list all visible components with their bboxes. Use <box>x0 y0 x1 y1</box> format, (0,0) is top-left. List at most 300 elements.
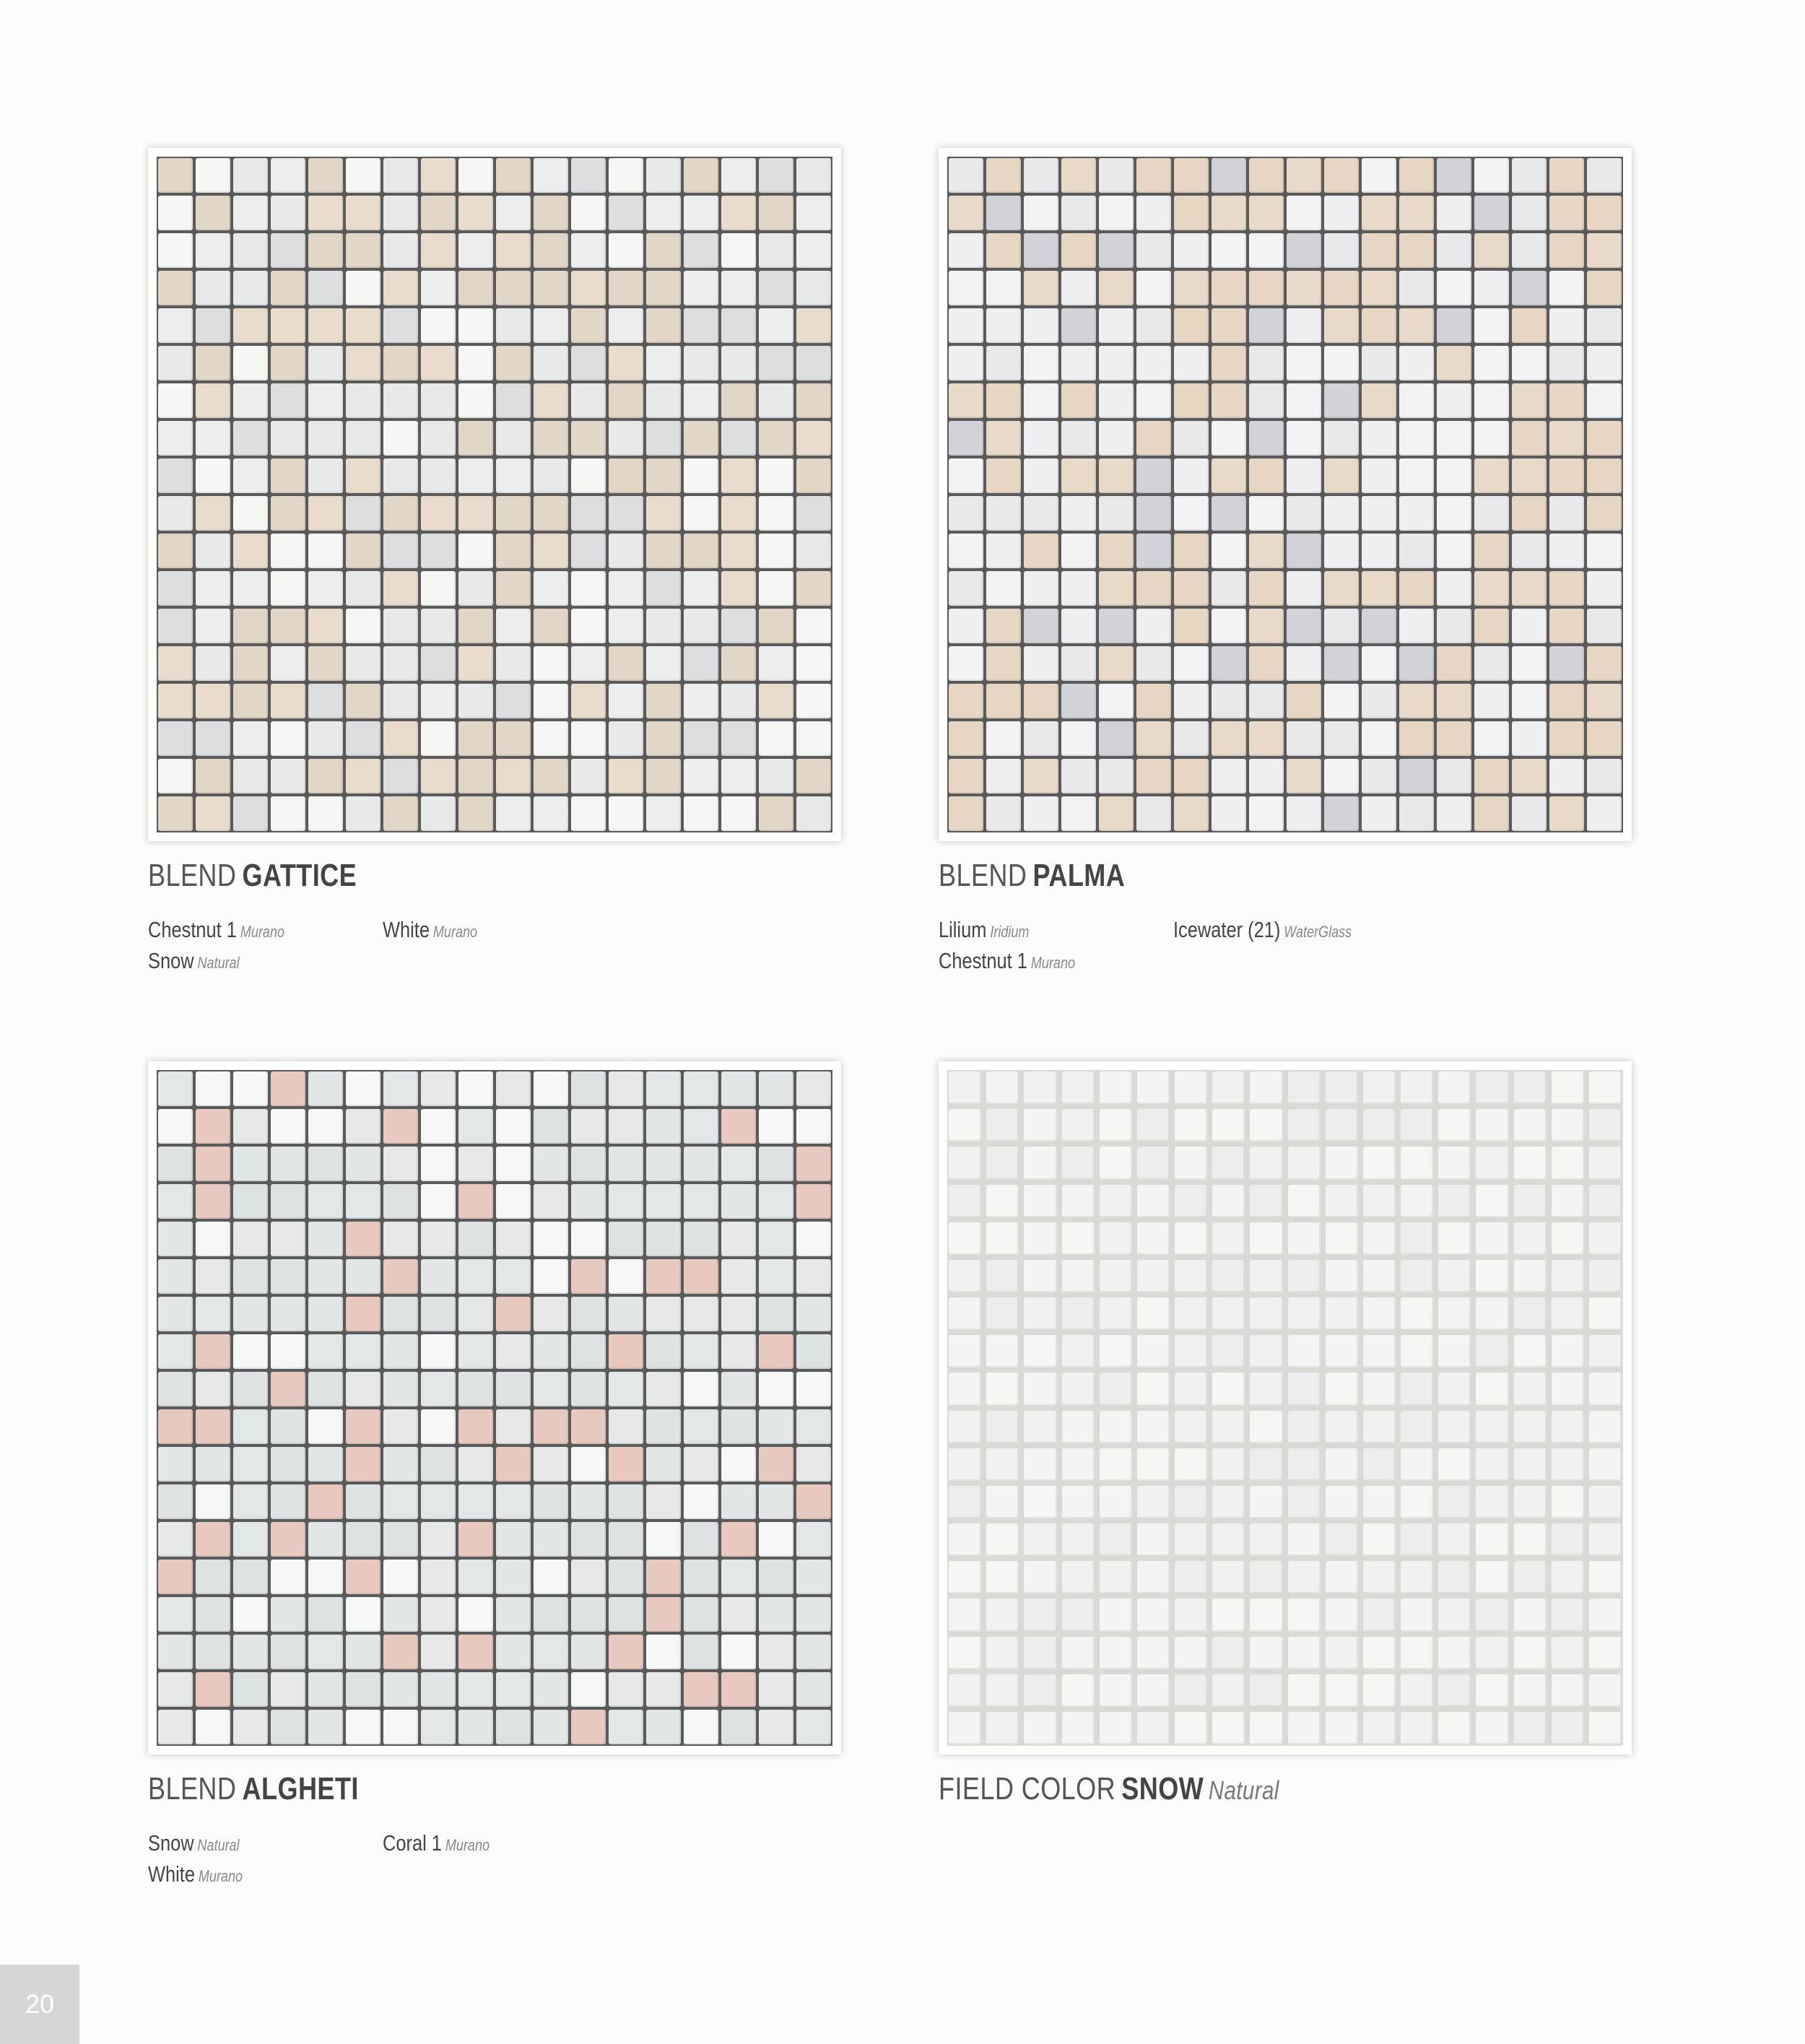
mosaic-tile <box>196 233 230 268</box>
mosaic-tile <box>1438 1712 1471 1744</box>
mosaic-tile <box>158 233 193 268</box>
mosaic-tile <box>721 684 756 718</box>
mosaic-tile <box>1437 346 1471 380</box>
mosaic-tile <box>796 1597 831 1632</box>
mosaic-tile <box>986 1297 1019 1330</box>
mosaic-tile <box>233 609 268 643</box>
mosaic-tile <box>308 1560 343 1594</box>
mosaic-tile <box>1589 1486 1622 1518</box>
mosaic-tile <box>759 496 793 531</box>
mosaic-tile <box>158 646 193 681</box>
mosaic-tile <box>534 534 568 568</box>
mosaic-tile <box>1401 1411 1433 1443</box>
mosaic-tile <box>1437 609 1471 643</box>
mosaic-tile <box>346 158 380 193</box>
mosaic-tile <box>1474 421 1509 456</box>
mosaic-tile <box>1437 534 1471 568</box>
mosaic-tile <box>1136 383 1171 418</box>
mosaic-tile <box>1100 1297 1132 1330</box>
mosaic-tile <box>796 1372 831 1406</box>
mosaic-tile <box>458 1109 493 1144</box>
mosaic-tile <box>1549 496 1584 531</box>
mosaic-tile <box>1099 496 1134 531</box>
mosaic-tile <box>421 1672 456 1707</box>
mosaic-tile <box>383 1334 418 1369</box>
mosaic-tile <box>458 1334 493 1369</box>
mosaic-tile <box>796 1184 831 1219</box>
mosaic-tile <box>346 646 380 681</box>
mosaic-tile <box>1476 1222 1508 1255</box>
mosaic-tile <box>759 1147 793 1181</box>
mosaic-tile <box>1438 1599 1471 1631</box>
mosaic-tile <box>1212 1486 1245 1518</box>
mosaic-tile <box>684 271 718 305</box>
mosaic-tile <box>646 158 681 193</box>
mosaic-tile <box>1287 684 1321 718</box>
mosaic-tile <box>421 1597 456 1632</box>
mosaic-tile <box>421 1447 456 1482</box>
mosaic-tile <box>684 1522 718 1557</box>
mosaic-tile <box>1287 308 1321 343</box>
mosaic-tile <box>1024 1335 1056 1367</box>
mosaic-tile <box>796 721 831 756</box>
mosaic-tile <box>1476 1637 1508 1669</box>
mosaic-tile <box>1512 609 1547 643</box>
mosaic-tile <box>1137 1674 1170 1707</box>
mosaic-tile <box>1024 458 1058 493</box>
mosaic-tile <box>496 1334 531 1369</box>
mosaic-tile <box>1137 1486 1170 1518</box>
mosaic-tile <box>308 233 343 268</box>
mosaic-tile <box>1288 1185 1321 1217</box>
mosaic-tile <box>1401 1486 1433 1518</box>
mosaic-tile <box>1024 684 1058 718</box>
mosaic-tile <box>1476 1147 1508 1179</box>
mosaic-tile <box>1589 1147 1622 1179</box>
mosaic-tile <box>1512 233 1547 268</box>
mosaic-tile <box>308 496 343 531</box>
mosaic-tile <box>346 1109 380 1144</box>
mosaic-tile <box>571 158 606 193</box>
mosaic-tile <box>646 421 681 456</box>
mosaic-tile <box>759 759 793 793</box>
mosaic-tile <box>571 1259 606 1294</box>
mosaic-tile <box>308 609 343 643</box>
mosaic-tile <box>571 1334 606 1369</box>
mosaic-tile <box>571 196 606 230</box>
mosaic-tile <box>1512 571 1547 606</box>
mosaic-tile <box>949 721 983 756</box>
mosaic-tile <box>1514 1222 1547 1255</box>
title-prefix: BLEND <box>148 858 237 893</box>
mosaic-tile <box>1549 534 1584 568</box>
mosaic-tile <box>609 458 643 493</box>
mosaic-tile <box>458 271 493 305</box>
mosaic-tile <box>383 1710 418 1744</box>
mosaic-tile <box>571 383 606 418</box>
mosaic-tile <box>721 458 756 493</box>
mosaic-tile <box>1288 1373 1321 1405</box>
mosaic-tile <box>346 534 380 568</box>
mosaic-tile <box>1552 1448 1584 1481</box>
mosaic-tile <box>421 1409 456 1444</box>
mosaic-tile <box>1136 421 1171 456</box>
mosaic-tile <box>986 1260 1019 1292</box>
mosaic-tile <box>609 1635 643 1669</box>
mosaic-tile <box>1514 1599 1547 1631</box>
mosaic-tile <box>1363 1712 1396 1744</box>
mosaic-tile <box>271 1522 305 1557</box>
mosaic-tile <box>383 1522 418 1557</box>
mosaic-tile <box>346 1334 380 1369</box>
mosaic-tile <box>1587 383 1622 418</box>
mosaic-tile <box>796 1522 831 1557</box>
mosaic-tile <box>1324 684 1359 718</box>
mosaic-tile <box>1362 158 1396 193</box>
mosaic-tile <box>383 308 418 343</box>
mosaic-tile <box>1175 1674 1207 1707</box>
mosaic-tile <box>796 1409 831 1444</box>
mosaic-tile <box>1474 796 1509 831</box>
mosaic-tile <box>383 684 418 718</box>
mosaic-tile <box>1514 1185 1547 1217</box>
mosaic-tile <box>1362 721 1396 756</box>
mosaic-tile <box>1288 1637 1321 1669</box>
mosaic-tile <box>1589 1637 1622 1669</box>
mosaic-tile <box>158 1071 193 1106</box>
mosaic-tile <box>458 1184 493 1219</box>
mosaic-tile <box>1250 1373 1282 1405</box>
mosaic-tile <box>458 383 493 418</box>
product-title-palma <box>939 858 1125 894</box>
mosaic-tile <box>458 721 493 756</box>
mosaic-tile <box>1288 1674 1321 1707</box>
mosaic-tile <box>1549 609 1584 643</box>
mosaic-tile <box>534 308 568 343</box>
mosaic-tile <box>1326 1147 1358 1179</box>
mosaic-tile <box>496 1109 531 1144</box>
mosaic-tile <box>1552 1071 1584 1104</box>
mosaic-tile <box>796 609 831 643</box>
mosaic-tile <box>1250 1335 1282 1367</box>
mosaic-tile <box>571 1147 606 1181</box>
mosaic-tile <box>1250 1297 1282 1330</box>
mosaic-tile <box>458 1522 493 1557</box>
mosaic-tile <box>721 1109 756 1144</box>
mosaic-tile <box>271 1409 305 1444</box>
mosaic-tile <box>421 421 456 456</box>
mosaic-tile <box>1061 571 1096 606</box>
mosaic-tile <box>1099 421 1134 456</box>
mosaic-tile <box>1401 1523 1433 1556</box>
mosaic-tile <box>986 1599 1019 1631</box>
mosaic-tile <box>1474 534 1509 568</box>
mosaic-tile <box>196 1522 230 1557</box>
mosaic-tile <box>196 308 230 343</box>
mosaic-tile <box>458 1372 493 1406</box>
mosaic-tile <box>1100 1373 1132 1405</box>
mosaic-tile <box>1474 383 1509 418</box>
mosaic-tile <box>308 721 343 756</box>
mosaic-tile <box>1136 571 1171 606</box>
mosaic-tile <box>534 1297 568 1331</box>
mosaic-tile <box>1401 1260 1433 1292</box>
mosaic-tile <box>1476 1411 1508 1443</box>
mosaic-tile <box>1362 796 1396 831</box>
mosaic-tile <box>1250 1523 1282 1556</box>
mosaic-tile <box>1062 1523 1095 1556</box>
mosaic-tile <box>383 1147 418 1181</box>
mosaic-tile <box>646 534 681 568</box>
mosaic-tile <box>571 796 606 831</box>
mosaic-tile <box>986 496 1021 531</box>
mosaic-tile <box>571 1372 606 1406</box>
mosaic-tile <box>1512 196 1547 230</box>
mosaic-tile <box>759 1484 793 1519</box>
title-finish: Natural <box>1208 1775 1279 1805</box>
mosaic-tile <box>346 196 380 230</box>
mosaic-tile <box>759 233 793 268</box>
mosaic-tile <box>796 1447 831 1482</box>
mosaic-tile <box>609 421 643 456</box>
mosaic-tile <box>158 1147 193 1181</box>
mosaic-tile <box>646 1259 681 1294</box>
mosaic-tile <box>1399 646 1434 681</box>
mosaic-tile <box>759 1372 793 1406</box>
mosaic-tile <box>1474 609 1509 643</box>
mosaic-tile <box>721 346 756 380</box>
mosaic-tile <box>1512 346 1547 380</box>
mosaic-tile <box>1549 571 1584 606</box>
mosaic-tile <box>1024 1185 1056 1217</box>
mosaic-tile <box>609 1597 643 1632</box>
mosaic-tile <box>1512 421 1547 456</box>
mosaic-tile <box>1250 1071 1282 1104</box>
mosaic-tile <box>1399 308 1434 343</box>
mosaic-tile <box>1287 759 1321 793</box>
mosaic-tile <box>1552 1523 1584 1556</box>
mosaic-tile <box>233 233 268 268</box>
mosaic-tile <box>421 1222 456 1256</box>
mosaic-tile <box>986 609 1021 643</box>
mosaic-tile <box>271 1184 305 1219</box>
mosaic-tile <box>1250 1448 1282 1481</box>
mosaic-tile <box>986 271 1021 305</box>
mosaic-tile <box>383 1672 418 1707</box>
mosaic-tile <box>158 796 193 831</box>
mosaic-tile <box>421 1259 456 1294</box>
mosaic-tile <box>1512 796 1547 831</box>
mosaic-tile <box>571 308 606 343</box>
mosaic-tiles-algheti <box>157 1070 832 1746</box>
mosaic-tile <box>1399 684 1434 718</box>
mosaic-tile <box>1174 721 1209 756</box>
mosaic-tile <box>609 1184 643 1219</box>
mosaic-tile <box>308 1522 343 1557</box>
mosaic-tile <box>534 1597 568 1632</box>
mosaic-tile <box>233 1334 268 1369</box>
mosaic-tile <box>1326 1674 1358 1707</box>
mosaic-tile <box>1174 684 1209 718</box>
mosaic-tile <box>1437 308 1471 343</box>
mosaic-tile <box>721 1484 756 1519</box>
mosaic-tile <box>271 534 305 568</box>
mosaic-tile <box>1587 721 1622 756</box>
mosaic-tile <box>986 421 1021 456</box>
mosaic-tile <box>1589 1411 1622 1443</box>
mosaic-tile <box>986 1561 1019 1593</box>
mosaic-tile <box>346 421 380 456</box>
mosaic-tile <box>986 1486 1019 1518</box>
mosaic-tile <box>796 346 831 380</box>
mosaic-tile <box>1589 1561 1622 1593</box>
mosaic-tile <box>986 196 1021 230</box>
mosaic-tile <box>759 1109 793 1144</box>
mosaic-tile <box>986 1071 1019 1104</box>
mosaic-tile <box>684 1372 718 1406</box>
mosaic-tile <box>1212 571 1246 606</box>
mosaic-tile <box>496 421 531 456</box>
mosaic-tile <box>571 1597 606 1632</box>
mosaic-tile <box>233 1109 268 1144</box>
mosaic-tile <box>684 421 718 456</box>
component-white: White Murano <box>148 1861 243 1887</box>
mosaic-tile <box>721 1522 756 1557</box>
mosaic-tile <box>1249 496 1284 531</box>
mosaic-tile <box>158 1334 193 1369</box>
mosaic-tile <box>949 1260 981 1292</box>
mosaic-tile <box>1100 1486 1132 1518</box>
mosaic-tile <box>684 1071 718 1106</box>
mosaic-tile <box>796 534 831 568</box>
mosaic-tile <box>1288 1222 1321 1255</box>
mosaic-tile <box>1437 196 1471 230</box>
mosaic-tile <box>1136 496 1171 531</box>
mosaic-tile <box>458 1259 493 1294</box>
mosaic-tile <box>571 496 606 531</box>
mosaic-tile <box>534 196 568 230</box>
mosaic-tile <box>158 1560 193 1594</box>
mosaic-tile <box>1250 1674 1282 1707</box>
mosaic-tile <box>1326 1599 1358 1631</box>
mosaic-tile <box>1250 1411 1282 1443</box>
mosaic-tile <box>796 196 831 230</box>
mosaic-tile <box>158 1184 193 1219</box>
mosaic-tile <box>1061 421 1096 456</box>
mosaic-tile <box>1476 1297 1508 1330</box>
mosaic-tile <box>721 1635 756 1669</box>
mosaic-tile <box>421 383 456 418</box>
mosaic-tile <box>1514 1561 1547 1593</box>
mosaic-tile <box>571 1672 606 1707</box>
mosaic-tile <box>571 1071 606 1106</box>
mosaic-tile <box>271 1297 305 1331</box>
mosaic-tile <box>1326 1260 1358 1292</box>
mosaic-tile <box>646 1710 681 1744</box>
mosaic-tile <box>949 1222 981 1255</box>
mosaic-tile <box>949 421 983 456</box>
mosaic-tile <box>271 796 305 831</box>
mosaic-tile <box>1401 1637 1433 1669</box>
mosaic-tile <box>458 796 493 831</box>
mosaic-tile <box>571 1297 606 1331</box>
mosaic-tile <box>233 421 268 456</box>
mosaic-tile <box>1476 1561 1508 1593</box>
mosaic-tile <box>196 496 230 531</box>
mosaic-tile <box>1062 1260 1095 1292</box>
mosaic-tile <box>346 1560 380 1594</box>
mosaic-tile <box>1552 1297 1584 1330</box>
mosaic-tile <box>1474 759 1509 793</box>
mosaic-tile <box>796 571 831 606</box>
mosaic-tile <box>796 1334 831 1369</box>
mosaic-tile <box>421 496 456 531</box>
mosaic-tile <box>196 534 230 568</box>
mosaic-tile <box>1324 233 1359 268</box>
mosaic-tile <box>1362 646 1396 681</box>
mosaic-tile <box>308 534 343 568</box>
mosaic-tile <box>1174 346 1209 380</box>
mosaic-tile <box>1399 571 1434 606</box>
mosaic-tile <box>196 346 230 380</box>
mosaic-tile <box>609 1672 643 1707</box>
mosaic-tile <box>308 271 343 305</box>
mosaic-tile <box>1474 158 1509 193</box>
mosaic-tile <box>609 759 643 793</box>
mosaic-tile <box>1174 196 1209 230</box>
mosaic-tile <box>986 1185 1019 1217</box>
mosaic-tile <box>759 1672 793 1707</box>
mosaic-tile <box>721 1710 756 1744</box>
mosaic-tile <box>1514 1523 1547 1556</box>
mosaic-tile <box>1474 646 1509 681</box>
mosaic-tile <box>1288 1712 1321 1744</box>
mosaic-tile <box>1100 1071 1132 1104</box>
mosaic-tile <box>684 196 718 230</box>
mosaic-image-palma <box>939 148 1632 841</box>
mosaic-tile <box>1175 1561 1207 1593</box>
mosaic-tile <box>1099 383 1134 418</box>
mosaic-tile <box>1587 759 1622 793</box>
mosaic-tile <box>1250 1222 1282 1255</box>
mosaic-tile <box>1250 1147 1282 1179</box>
mosaic-tile <box>1175 1486 1207 1518</box>
mosaic-tile <box>383 1184 418 1219</box>
mosaic-tile <box>721 233 756 268</box>
mosaic-tile <box>1174 759 1209 793</box>
mosaic-tile <box>458 684 493 718</box>
mosaic-tile <box>986 458 1021 493</box>
mosaic-tile <box>949 383 983 418</box>
mosaic-tile <box>271 421 305 456</box>
mosaic-tile <box>1362 534 1396 568</box>
mosaic-tile <box>534 158 568 193</box>
mosaic-tile <box>684 1484 718 1519</box>
mosaic-tile <box>1249 271 1284 305</box>
mosaic-tile <box>1437 684 1471 718</box>
mosaic-tile <box>949 1297 981 1330</box>
mosaic-tile <box>1175 1109 1207 1141</box>
mosaic-tile <box>308 1409 343 1444</box>
mosaic-tile <box>1062 1561 1095 1593</box>
mosaic-tile <box>1249 759 1284 793</box>
mosaic-tile <box>233 346 268 380</box>
mosaic-tile <box>271 1334 305 1369</box>
mosaic-tile <box>346 271 380 305</box>
mosaic-tile <box>1249 796 1284 831</box>
mosaic-tile <box>233 496 268 531</box>
mosaic-tile <box>1024 271 1058 305</box>
